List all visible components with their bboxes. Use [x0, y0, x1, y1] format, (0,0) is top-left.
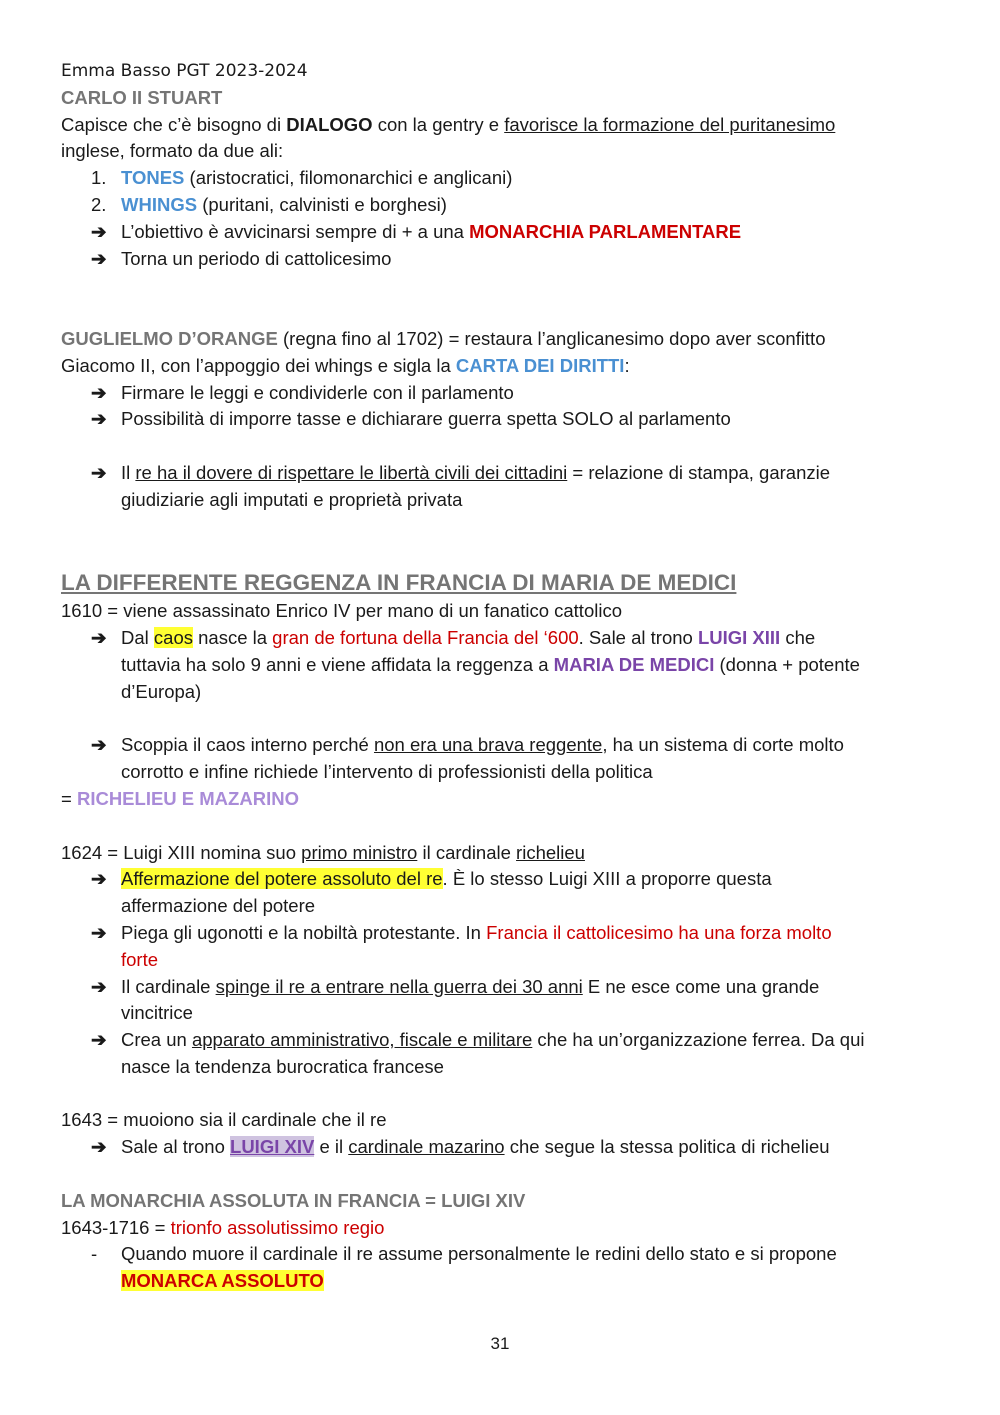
text: che	[780, 627, 816, 649]
paragraph	[61, 112, 941, 166]
text: Capisce che c’è bisogno di	[61, 113, 287, 135]
list-item	[61, 1134, 941, 1161]
arrow-bullet-icon: ➔	[91, 627, 107, 649]
list-item	[61, 246, 941, 273]
text-red: gran de fortuna della Francia del ‘600	[272, 627, 579, 649]
text: corrotto e infine richiede l’intervento di professionisti della politica	[121, 761, 653, 783]
section-title-francia: LA DIFFERENTE REGGENZA IN FRANCIA DI MARIA DE MEDICI	[61, 570, 737, 596]
text: Crea un	[121, 1029, 192, 1051]
document-page	[61, 58, 941, 1295]
arrow-bullet-icon: ➔	[91, 734, 107, 756]
section-heading-monarchia: LA MONARCHIA ASSOLUTA IN FRANCIA = LUIGI XIV	[61, 1189, 526, 1211]
paragraph	[61, 840, 941, 867]
text: affermazione del potere	[121, 895, 316, 917]
text: inglese, formato da due ali:	[61, 140, 284, 162]
text: Sale al trono	[121, 1136, 231, 1158]
list-item	[61, 920, 941, 974]
list-item	[61, 165, 941, 192]
text: Firmare le leggi e condividerle con il parlamento	[121, 381, 514, 403]
text: :	[624, 354, 630, 376]
arrow-bullet-icon: ➔	[91, 868, 107, 890]
text-highlighted: Affermazione del potere assoluto del re	[121, 868, 443, 890]
list-item	[61, 192, 941, 219]
term-luigi-xiv: LUIGI XIV	[230, 1136, 315, 1158]
arrow-bullet-icon: ➔	[91, 975, 107, 997]
list-item	[61, 219, 941, 246]
list-number: 1.	[91, 167, 107, 189]
text-underlined: cardinale mazarino	[348, 1136, 505, 1158]
term-whings: WHINGS	[121, 193, 198, 215]
text: con la gentry e	[372, 113, 505, 135]
text-underlined: re ha il dovere di rispettare le libertà civili dei cittadini	[135, 461, 568, 483]
text-underlined: apparato amministrativo, fiscale e militare	[191, 1029, 533, 1051]
list-item	[61, 1241, 941, 1295]
text: Il	[121, 461, 136, 483]
paragraph: 1610 = viene assassinato Enrico IV per mano di un fanatico cattolico	[61, 600, 622, 622]
arrow-bullet-icon: ➔	[91, 921, 107, 943]
list-item	[61, 866, 941, 920]
text: d’Europa)	[121, 680, 202, 702]
list-item	[61, 974, 941, 1028]
text: =	[61, 787, 77, 809]
text: Giacomo II, con l’appoggio dei whings e sigla la	[61, 354, 456, 376]
text-underlined: richelieu	[516, 841, 585, 863]
list-item	[61, 460, 941, 514]
section-heading-carlo: CARLO II STUART	[61, 86, 223, 108]
paragraph	[61, 1215, 941, 1242]
arrow-bullet-icon: ➔	[91, 247, 107, 269]
paragraph: 1643 = muoiono sia il cardinale che il re	[61, 1109, 387, 1131]
text-red: forte	[121, 948, 159, 970]
arrow-bullet-icon: ➔	[91, 220, 107, 242]
list-number: 2.	[91, 193, 107, 215]
text: 1624 = Luigi XIII nomina suo	[61, 841, 302, 863]
text: e il	[314, 1136, 349, 1158]
paragraph	[61, 326, 941, 380]
text: . È lo stesso Luigi XIII a proporre questa	[442, 868, 772, 890]
text: E ne esce come una grande	[582, 975, 820, 997]
term-monarca-assoluto: MONARCA ASSOLUTO	[121, 1270, 324, 1292]
section-heading-guglielmo: GUGLIELMO D’ORANGE	[61, 327, 278, 349]
term-monarchia-parlamentare: MONARCHIA PARLAMENTARE	[469, 220, 742, 242]
text: che ha un’organizzazione ferrea. Da qui	[532, 1029, 865, 1051]
text: Quando muore il cardinale il re assume personalmente le redini dello stato e si propone	[121, 1243, 837, 1265]
arrow-bullet-icon: ➔	[91, 408, 107, 430]
document-header: Emma Basso PGT 2023-2024	[61, 61, 308, 81]
page-number: 31	[490, 1334, 510, 1353]
arrow-bullet-icon: ➔	[91, 1029, 107, 1051]
text: . Sale al trono	[578, 627, 698, 649]
text: vincitrice	[121, 1002, 193, 1024]
text: Possibilità di imporre tasse e dichiarare guerra spetta SOLO al parlamento	[121, 408, 731, 430]
text-underlined: favorisce la formazione del puritanesimo	[504, 113, 836, 135]
arrow-bullet-icon: ➔	[91, 461, 107, 483]
text-underlined: primo ministro	[301, 841, 418, 863]
text: che segue la stessa politica di richelieu	[504, 1136, 830, 1158]
list-item	[61, 380, 941, 407]
text-red: Francia il cattolicesimo ha una forza molto	[486, 921, 832, 943]
text: Piega gli ugonotti e la nobiltà protestante. In	[121, 921, 487, 943]
dash-bullet: -	[91, 1243, 98, 1265]
list-item	[61, 732, 941, 786]
list-item	[61, 1027, 941, 1081]
text: , ha un sistema di corte molto	[602, 734, 844, 756]
text: L’obiettivo è avvicinarsi sempre di + a una	[121, 220, 470, 242]
text: Il cardinale	[121, 975, 216, 997]
text-highlighted: caos	[153, 627, 193, 649]
arrow-bullet-icon: ➔	[91, 381, 107, 403]
text-bold: DIALOGO	[286, 113, 373, 135]
term-luigi-xiii: LUIGI XIII	[697, 627, 781, 649]
term-richelieu-mazarino: RICHELIEU E MAZARINO	[76, 787, 299, 809]
text: Scoppia il caos interno perché	[121, 734, 374, 756]
text: = relazione di stampa, garanzie	[567, 461, 831, 483]
term-maria-de-medici: MARIA DE MEDICI	[553, 653, 715, 675]
term-tones: TONES	[121, 167, 185, 189]
text: (aristocratici, filomonarchici e anglicani)	[184, 167, 513, 189]
text: tuttavia ha solo 9 anni e viene affidata la reggenza a	[121, 653, 554, 675]
text: Dal	[121, 627, 154, 649]
list-item	[61, 406, 941, 433]
text: (regna fino al 1702) = restaura l’anglicanesimo dopo aver sconfitto	[277, 327, 826, 349]
list-item	[61, 625, 941, 705]
text: Torna un periodo di cattolicesimo	[121, 247, 392, 269]
text-red: trionfo assolutissimo regio	[170, 1216, 385, 1238]
text: (donna + potente	[714, 653, 860, 675]
text: nasce la tendenza burocratica francese	[121, 1055, 444, 1077]
text: il cardinale	[417, 841, 517, 863]
text: nasce la	[192, 627, 273, 649]
text: 1643-1716 =	[61, 1216, 171, 1238]
paragraph	[61, 786, 941, 813]
text: (puritani, calvinisti e borghesi)	[197, 193, 447, 215]
text-underlined: non era una brava reggente	[373, 734, 603, 756]
arrow-bullet-icon: ➔	[91, 1136, 107, 1158]
text: giudiziarie agli imputati e proprietà privata	[121, 488, 463, 510]
term-carta-dei-diritti: CARTA DEI DIRITTI	[455, 354, 625, 376]
text-underlined: spinge il re a entrare nella guerra dei 30 anni	[215, 975, 583, 997]
